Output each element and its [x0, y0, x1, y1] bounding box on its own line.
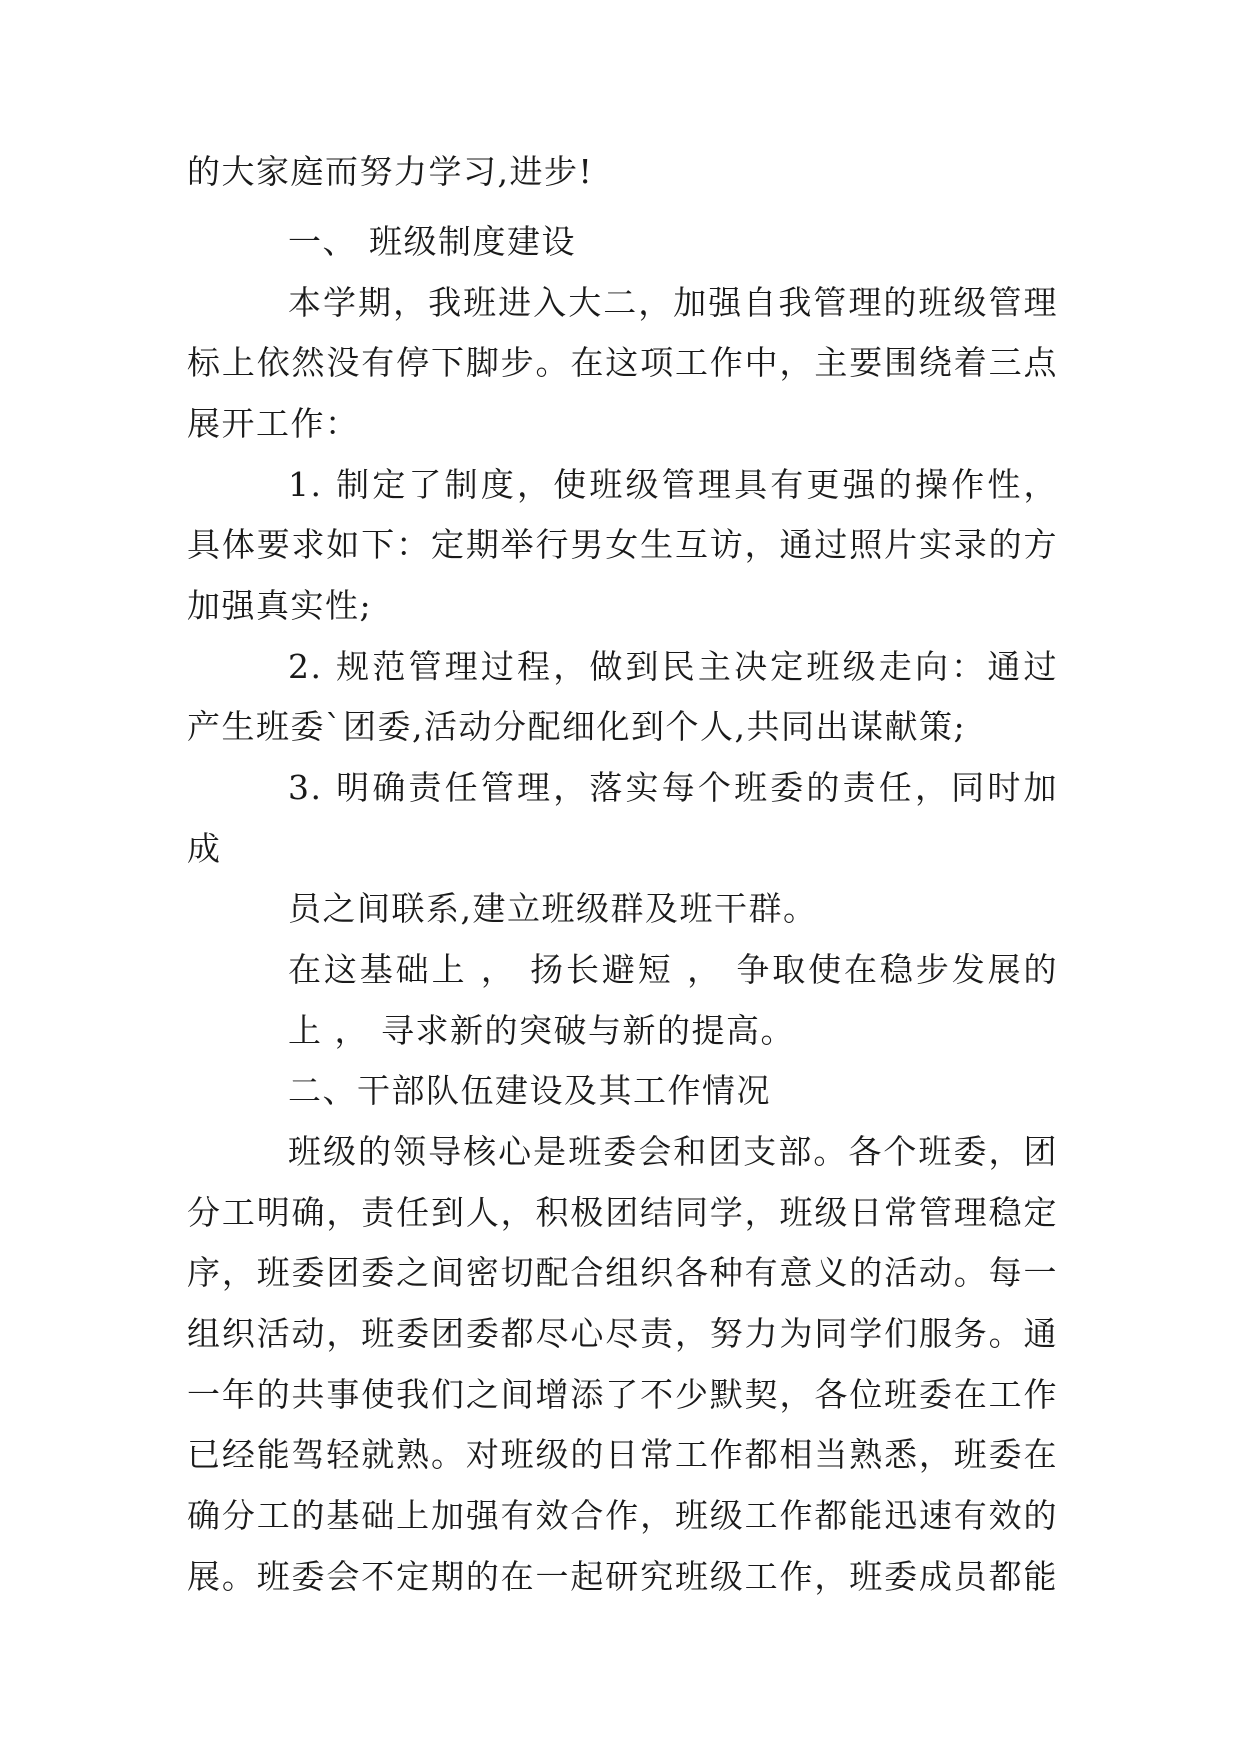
text-line: 上 ， 寻求新的突破与新的提高。: [288, 1011, 795, 1050]
text-line: 展开工作：: [187, 404, 360, 443]
text-line: 组织活动，班委团委都尽心尽责，努力为同学们服务。通: [187, 1314, 1058, 1353]
text-line: 展。班委会不定期的在一起研究班级工作，班委成员都能: [187, 1557, 1058, 1596]
text-line: 具体要求如下：定期举行男女生互访，通过照片实录的方: [187, 525, 1058, 564]
section-heading: 二、干部队伍建设及其工作情况: [288, 1071, 771, 1110]
text-line: 3. 明确责任管理，落实每个班委的责任，同时加: [288, 768, 1058, 807]
text-line: 的大家庭而努力学习,进步!: [187, 152, 594, 191]
text-line: 一年的共事使我们之间增添了不少默契，各位班委在工作: [187, 1375, 1058, 1414]
text-line: 2. 规范管理过程，做到民主决定班级走向：通过: [288, 647, 1058, 686]
text-line: 成: [187, 829, 222, 868]
text-line: 序，班委团委之间密切配合组织各种有意义的活动。每一: [187, 1253, 1058, 1292]
text-line: 确分工的基础上加强有效合作，班级工作都能迅速有效的: [187, 1496, 1058, 1535]
text-line: 产生班委`团委,活动分配细化到个人,共同出谋献策;: [187, 707, 967, 746]
text-line: 标上依然没有停下脚步。在这项工作中，主要围绕着三点: [187, 343, 1058, 382]
text-line: 加强真实性;: [187, 586, 373, 625]
text-line: 分工明确，责任到人，积极团结同学，班级日常管理稳定: [187, 1193, 1058, 1232]
text-line: 1. 制定了制度，使班级管理具有更强的操作性，: [288, 465, 1058, 504]
text-line: 员之间联系,建立班级群及班干群。: [288, 889, 818, 928]
text-line: 本学期，我班进入大二，加强自我管理的班级管理: [288, 283, 1058, 322]
text-line: 班级的领导核心是班委会和团支部。各个班委，团: [288, 1132, 1058, 1171]
section-heading: 一、 班级制度建设: [288, 222, 576, 261]
text-line: 已经能驾轻就熟。对班级的日常工作都相当熟悉，班委在: [187, 1435, 1058, 1474]
text-line: 在这基础上 ， 扬长避短 ， 争取使在稳步发展的: [288, 950, 1058, 989]
